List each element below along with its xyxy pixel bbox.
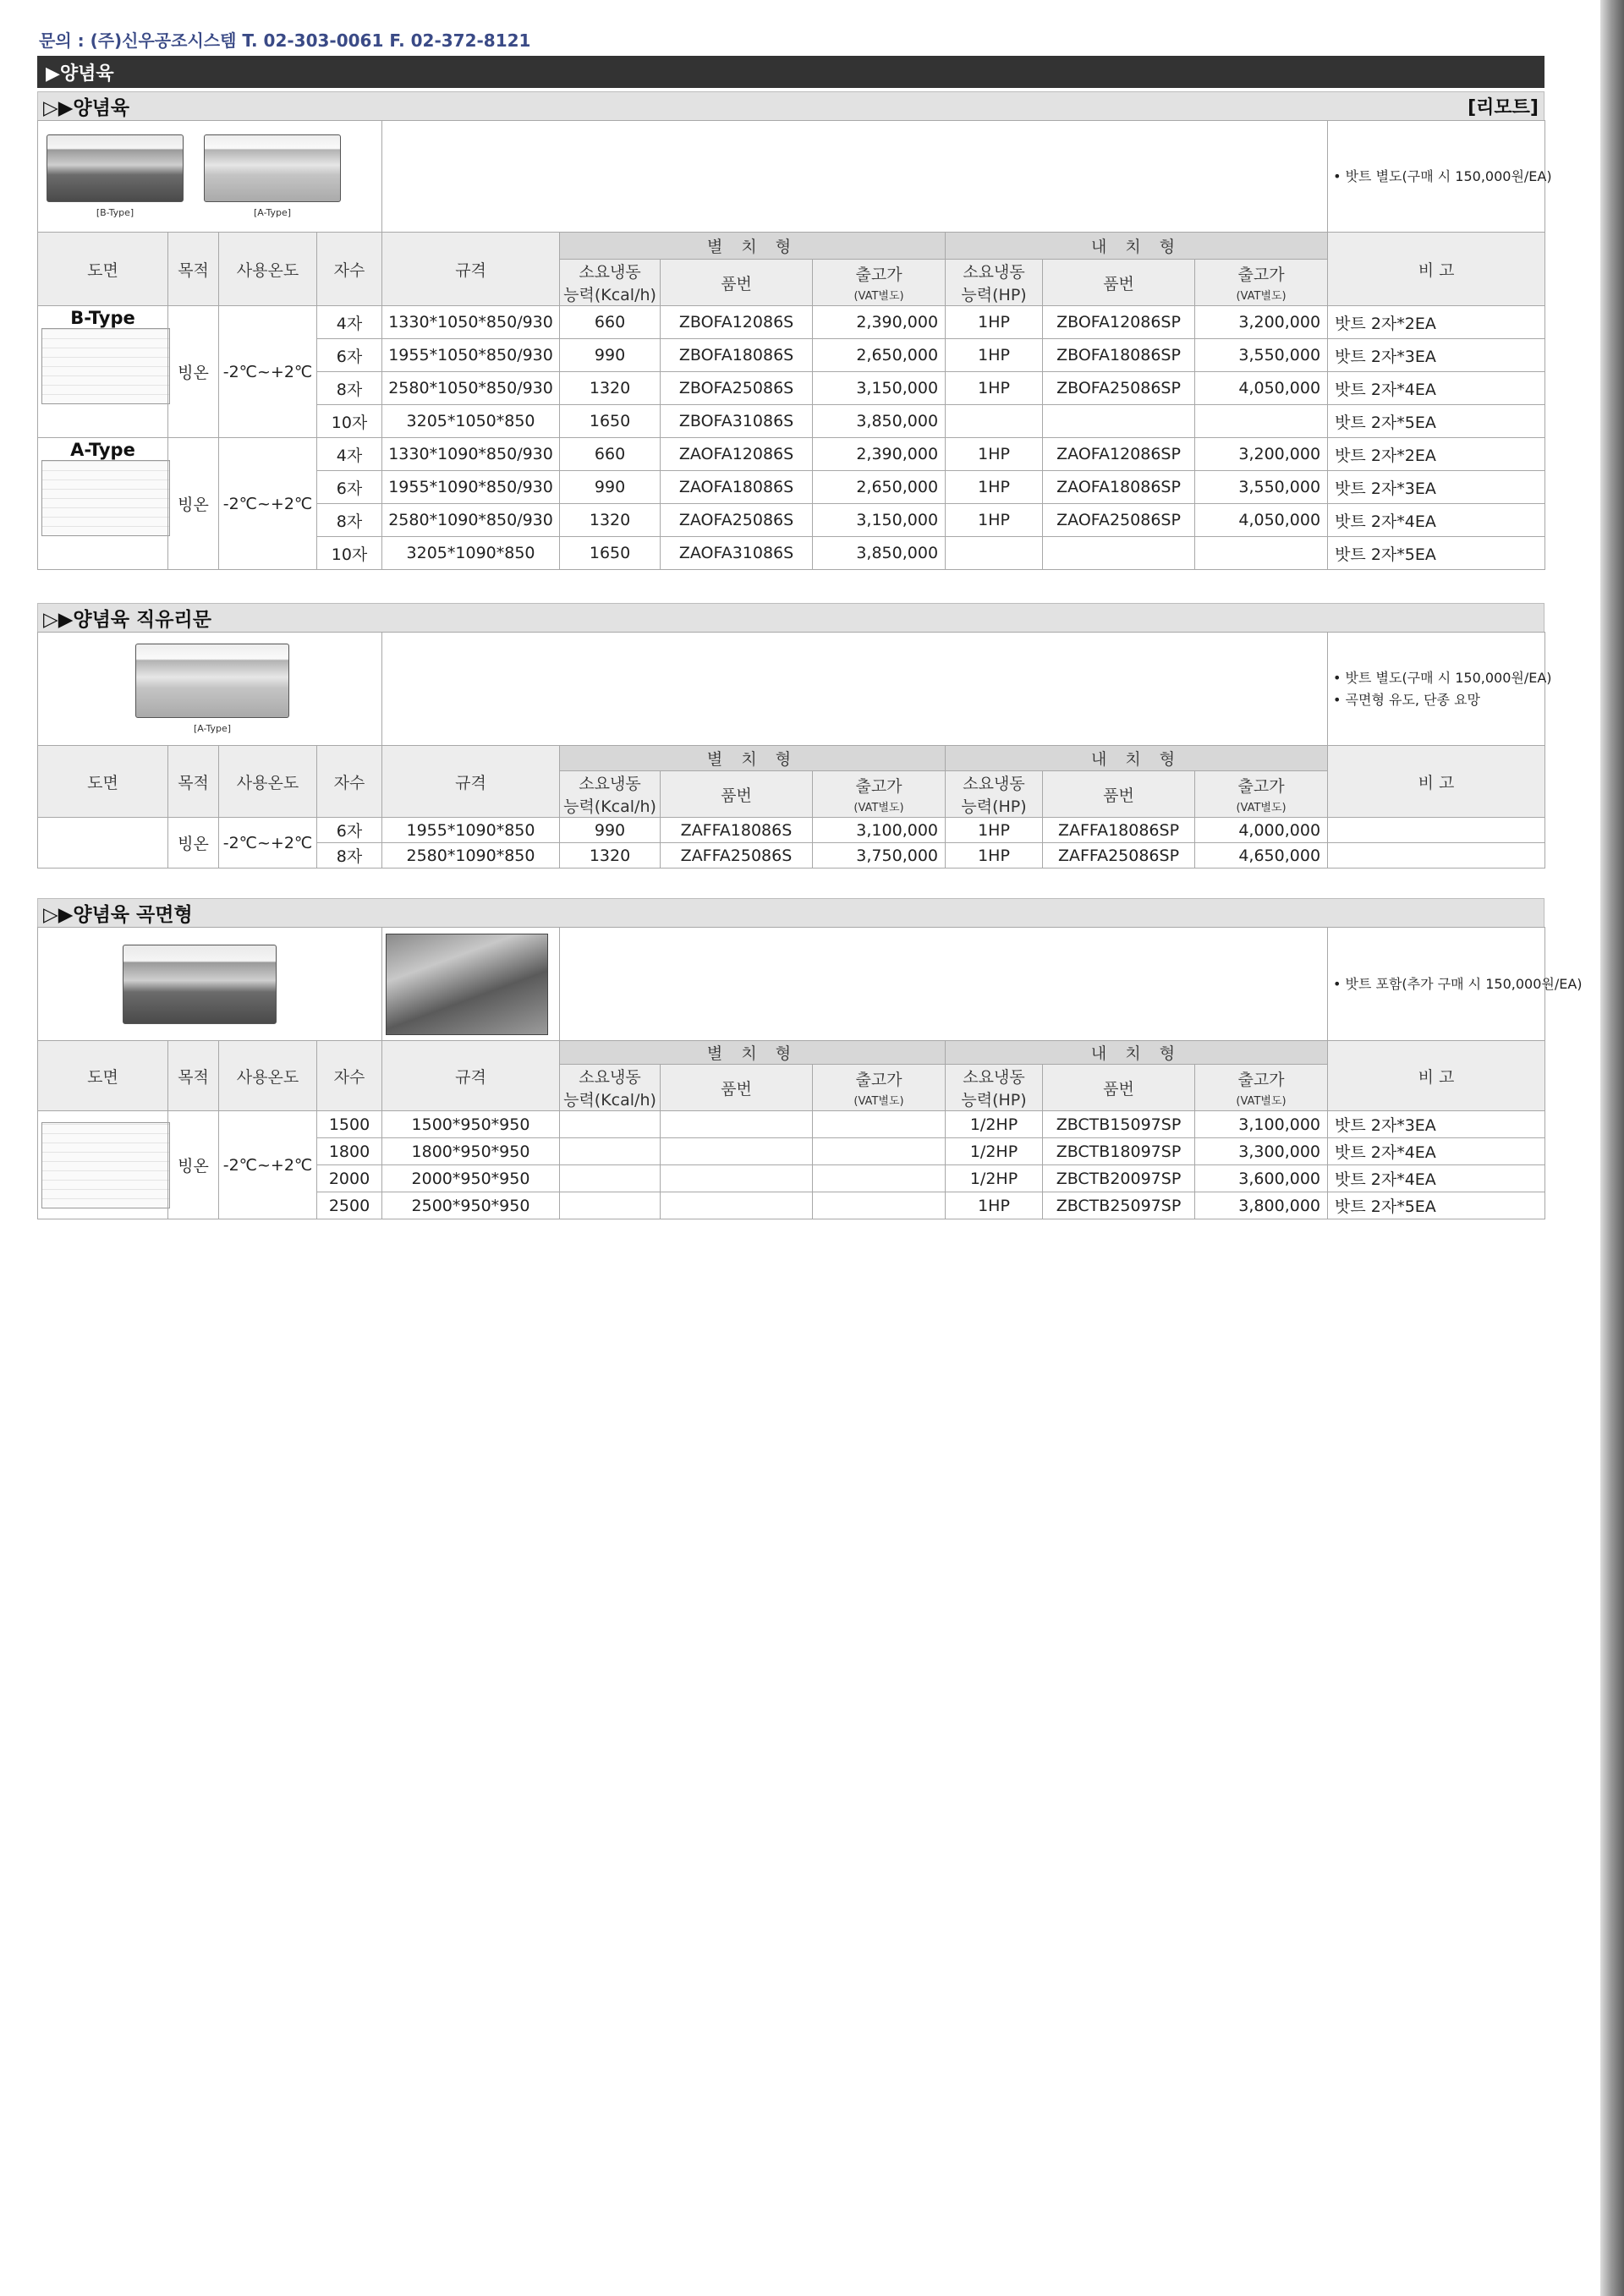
remarks-cell: 밧트 2자*3EA bbox=[1328, 339, 1545, 372]
kcal-cell: 990 bbox=[560, 339, 661, 372]
int-price-cell: 3,550,000 bbox=[1195, 339, 1328, 372]
col-sep-part-no: 품번 bbox=[661, 1065, 813, 1111]
length-cell: 1500 bbox=[317, 1111, 382, 1138]
col-cooling-kcal: 소요냉동 능력(Kcal/h) bbox=[560, 1065, 661, 1111]
int-part-no-cell: ZBCTB25097SP bbox=[1043, 1192, 1195, 1219]
sep-price-cell bbox=[813, 1138, 946, 1165]
sep-price-cell: 2,650,000 bbox=[813, 339, 946, 372]
int-part-no-cell: ZAFFA25086SP bbox=[1043, 843, 1195, 869]
remarks-cell: 밧트 2자*4EA bbox=[1328, 1165, 1545, 1192]
contact-info: 문의 : (주)신우공조시스템 T. 02-303-0061 F. 02-372-8121 bbox=[39, 30, 531, 51]
length-cell: 6자 bbox=[317, 339, 382, 372]
curved-drawing-cell bbox=[38, 1111, 168, 1219]
hp-cell: 1/2HP bbox=[946, 1111, 1043, 1138]
remarks-cell: 밧트 2자*4EA bbox=[1328, 1138, 1545, 1165]
kcal-cell: 990 bbox=[560, 471, 661, 504]
temp-cell: -2℃~+2℃ bbox=[219, 1111, 317, 1219]
int-price-cell: 4,000,000 bbox=[1195, 818, 1328, 843]
sep-part-no-cell bbox=[661, 1111, 813, 1138]
int-part-no-cell: ZBCTB18097SP bbox=[1043, 1138, 1195, 1165]
int-part-no-cell: ZBOFA25086SP bbox=[1043, 372, 1195, 405]
spec-cell: 1500*950*950 bbox=[382, 1111, 560, 1138]
spec-cell: 1330*1050*850/930 bbox=[382, 306, 560, 339]
sep-price-cell: 2,390,000 bbox=[813, 438, 946, 471]
main-title-bar bbox=[37, 56, 1544, 88]
sep-price-cell: 3,150,000 bbox=[813, 372, 946, 405]
length-cell: 2500 bbox=[317, 1192, 382, 1219]
blank-cell bbox=[382, 633, 1328, 746]
kcal-cell: 660 bbox=[560, 306, 661, 339]
sep-price-cell bbox=[813, 1111, 946, 1138]
col-cooling-kcal: 소요냉동 능력(Kcal/h) bbox=[560, 771, 661, 818]
kcal-cell bbox=[560, 1138, 661, 1165]
a-type-drawing-image bbox=[41, 460, 170, 536]
col-remarks: 비 고 bbox=[1328, 1041, 1545, 1111]
hp-cell: 1HP bbox=[946, 1192, 1043, 1219]
int-part-no-cell: ZBOFA18086SP bbox=[1043, 339, 1195, 372]
note-line: • 밧트 별도(구매 시 150,000원/EA) bbox=[1333, 669, 1552, 686]
section-curved bbox=[37, 898, 1583, 1219]
product-image-cell bbox=[38, 121, 382, 233]
int-price-cell: 4,050,000 bbox=[1195, 504, 1328, 537]
hp-cell: 1HP bbox=[946, 504, 1043, 537]
hp-cell bbox=[946, 405, 1043, 438]
section-title-bar bbox=[37, 91, 1544, 120]
temp-cell: -2℃~+2℃ bbox=[219, 438, 317, 570]
int-price-cell: 3,600,000 bbox=[1195, 1165, 1328, 1192]
hp-cell: 1HP bbox=[946, 372, 1043, 405]
section-title: ▷▶양념육 곡면형 bbox=[43, 904, 193, 926]
spec-cell: 1955*1050*850/930 bbox=[382, 339, 560, 372]
product-table bbox=[37, 632, 1552, 869]
col-purpose: 목적 bbox=[168, 1041, 219, 1111]
section-note: • 밧트 별도(구매 시 150,000원/EA) bbox=[1328, 121, 1545, 233]
remarks-cell: 밧트 2자*2EA bbox=[1328, 306, 1545, 339]
col-cooling-hp: 소요냉동 능력(HP) bbox=[946, 771, 1043, 818]
col-temp: 사용온도 bbox=[219, 233, 317, 306]
image-caption: [A-Type] bbox=[193, 723, 232, 734]
blank-cell bbox=[560, 928, 1328, 1041]
remarks-cell bbox=[1328, 818, 1545, 843]
spec-cell: 2500*950*950 bbox=[382, 1192, 560, 1219]
col-sep-price: 출고가 (VAT별도) bbox=[813, 260, 946, 306]
col-spec: 규격 bbox=[382, 746, 560, 818]
product-photo-cell bbox=[382, 928, 560, 1041]
section-title-bar bbox=[37, 898, 1544, 927]
sep-price-cell: 3,850,000 bbox=[813, 405, 946, 438]
col-sep-price: 출고가 (VAT별도) bbox=[813, 771, 946, 818]
length-cell: 10자 bbox=[317, 537, 382, 570]
purpose-cell: 빙온 bbox=[168, 306, 219, 438]
a-type-product-image bbox=[204, 134, 341, 218]
kcal-cell: 1320 bbox=[560, 372, 661, 405]
col-int-price: 출고가 (VAT별도) bbox=[1195, 260, 1328, 306]
int-part-no-cell: ZBCTB20097SP bbox=[1043, 1165, 1195, 1192]
sep-part-no-cell: ZBOFA12086S bbox=[661, 306, 813, 339]
group-internal: 내 치 형 bbox=[946, 233, 1328, 260]
col-int-price: 출고가 (VAT별도) bbox=[1195, 771, 1328, 818]
spec-cell: 3205*1090*850 bbox=[382, 537, 560, 570]
hp-cell: 1/2HP bbox=[946, 1138, 1043, 1165]
hp-cell: 1HP bbox=[946, 843, 1043, 869]
col-drawing: 도면 bbox=[38, 233, 168, 306]
spec-cell: 2580*1090*850/930 bbox=[382, 504, 560, 537]
int-price-cell: 3,550,000 bbox=[1195, 471, 1328, 504]
col-cooling-kcal: 소요냉동 능력(Kcal/h) bbox=[560, 260, 661, 306]
col-drawing: 도면 bbox=[38, 746, 168, 818]
table-row bbox=[38, 438, 1545, 471]
sep-part-no-cell bbox=[661, 1138, 813, 1165]
col-sep-part-no: 품번 bbox=[661, 260, 813, 306]
remarks-cell: 밧트 2자*4EA bbox=[1328, 372, 1545, 405]
curved-drawing-image bbox=[41, 1122, 170, 1208]
sep-price-cell: 2,650,000 bbox=[813, 471, 946, 504]
col-remarks: 비 고 bbox=[1328, 746, 1545, 818]
spec-cell: 1800*950*950 bbox=[382, 1138, 560, 1165]
int-price-cell: 3,300,000 bbox=[1195, 1138, 1328, 1165]
section-title: ▷▶양념육 직유리문 bbox=[43, 609, 211, 631]
col-sep-part-no: 품번 bbox=[661, 771, 813, 818]
int-price-cell: 4,050,000 bbox=[1195, 372, 1328, 405]
kcal-cell bbox=[560, 1192, 661, 1219]
int-part-no-cell: ZAOFA18086SP bbox=[1043, 471, 1195, 504]
sep-part-no-cell: ZBOFA18086S bbox=[661, 339, 813, 372]
kcal-cell bbox=[560, 1111, 661, 1138]
int-price-cell: 3,100,000 bbox=[1195, 1111, 1328, 1138]
sep-price-cell: 2,390,000 bbox=[813, 306, 946, 339]
sep-part-no-cell: ZAOFA18086S bbox=[661, 471, 813, 504]
length-cell: 8자 bbox=[317, 504, 382, 537]
section-note bbox=[1328, 633, 1552, 746]
group-separate: 별 치 형 bbox=[560, 1041, 946, 1065]
col-drawing: 도면 bbox=[38, 1041, 168, 1111]
table-row bbox=[38, 818, 1545, 843]
col-int-part-no: 품번 bbox=[1043, 260, 1195, 306]
remarks-cell: 밧트 2자*4EA bbox=[1328, 504, 1545, 537]
int-price-cell: 3,200,000 bbox=[1195, 438, 1328, 471]
sep-price-cell: 3,150,000 bbox=[813, 504, 946, 537]
remarks-cell bbox=[1328, 843, 1545, 869]
spec-cell: 2580*1090*850 bbox=[382, 843, 560, 869]
spec-cell: 2000*950*950 bbox=[382, 1165, 560, 1192]
spec-cell: 1330*1090*850/930 bbox=[382, 438, 560, 471]
spec-cell: 1955*1090*850 bbox=[382, 818, 560, 843]
int-price-cell bbox=[1195, 405, 1328, 438]
sep-part-no-cell: ZAFFA25086S bbox=[661, 843, 813, 869]
group-separate: 별 치 형 bbox=[560, 746, 946, 771]
remarks-cell: 밧트 2자*5EA bbox=[1328, 537, 1545, 570]
sep-price-cell: 3,850,000 bbox=[813, 537, 946, 570]
kcal-cell: 1650 bbox=[560, 537, 661, 570]
a-type-product-image bbox=[135, 644, 289, 734]
hp-cell: 1HP bbox=[946, 306, 1043, 339]
spec-cell: 1955*1090*850/930 bbox=[382, 471, 560, 504]
length-cell: 6자 bbox=[317, 471, 382, 504]
int-part-no-cell bbox=[1043, 405, 1195, 438]
purpose-cell: 빙온 bbox=[168, 818, 219, 869]
kcal-cell: 660 bbox=[560, 438, 661, 471]
length-cell: 8자 bbox=[317, 843, 382, 869]
b-type-product-image bbox=[47, 134, 184, 218]
sep-part-no-cell bbox=[661, 1165, 813, 1192]
section-glass-door bbox=[37, 603, 1552, 869]
remarks-cell: 밧트 2자*2EA bbox=[1328, 438, 1545, 471]
col-int-part-no: 품번 bbox=[1043, 1065, 1195, 1111]
sep-part-no-cell: ZAFFA18086S bbox=[661, 818, 813, 843]
drawing-cell bbox=[38, 818, 168, 869]
b-type-drawing-image bbox=[41, 328, 170, 404]
product-image-cell bbox=[38, 633, 382, 746]
a-type-drawing-cell bbox=[38, 438, 168, 570]
image-caption: [B-Type] bbox=[96, 207, 134, 218]
product-table bbox=[37, 927, 1583, 1219]
length-cell: 4자 bbox=[317, 306, 382, 339]
curved-product-image bbox=[123, 945, 277, 1024]
image-caption: [A-Type] bbox=[254, 207, 292, 218]
int-price-cell: 3,200,000 bbox=[1195, 306, 1328, 339]
int-part-no-cell: ZAFFA18086SP bbox=[1043, 818, 1195, 843]
sep-price-cell bbox=[813, 1165, 946, 1192]
type-label: B-Type bbox=[70, 308, 135, 328]
length-cell: 2000 bbox=[317, 1165, 382, 1192]
section-note: • 밧트 포함(추가 구매 시 150,000원/EA) bbox=[1328, 928, 1545, 1041]
section-title-bar bbox=[37, 603, 1544, 632]
product-image-cell bbox=[38, 928, 382, 1041]
length-cell: 10자 bbox=[317, 405, 382, 438]
kcal-cell: 1650 bbox=[560, 405, 661, 438]
col-cooling-hp: 소요냉동 능력(HP) bbox=[946, 260, 1043, 306]
remarks-cell: 밧트 2자*3EA bbox=[1328, 471, 1545, 504]
sep-price-cell: 3,750,000 bbox=[813, 843, 946, 869]
col-int-price: 출고가 (VAT별도) bbox=[1195, 1065, 1328, 1111]
temp-cell: -2℃~+2℃ bbox=[219, 818, 317, 869]
type-label: A-Type bbox=[70, 440, 135, 460]
sep-part-no-cell: ZBOFA31086S bbox=[661, 405, 813, 438]
col-length: 자수 bbox=[317, 233, 382, 306]
int-part-no-cell: ZBOFA12086SP bbox=[1043, 306, 1195, 339]
group-separate: 별 치 형 bbox=[560, 233, 946, 260]
hp-cell: 1HP bbox=[946, 438, 1043, 471]
col-temp: 사용온도 bbox=[219, 1041, 317, 1111]
int-part-no-cell: ZBCTB15097SP bbox=[1043, 1111, 1195, 1138]
spec-cell: 2580*1050*850/930 bbox=[382, 372, 560, 405]
int-price-cell: 3,800,000 bbox=[1195, 1192, 1328, 1219]
section-title: ▷▶양념육 bbox=[43, 97, 130, 119]
table-row bbox=[38, 306, 1545, 339]
hp-cell bbox=[946, 537, 1043, 570]
int-part-no-cell: ZAOFA12086SP bbox=[1043, 438, 1195, 471]
product-table bbox=[37, 120, 1552, 570]
remote-tag: [리모트] bbox=[1468, 97, 1539, 118]
col-sep-price: 출고가 (VAT별도) bbox=[813, 1065, 946, 1111]
table-row bbox=[38, 1111, 1545, 1138]
sep-price-cell: 3,100,000 bbox=[813, 818, 946, 843]
col-spec: 규격 bbox=[382, 233, 560, 306]
kcal-cell: 1320 bbox=[560, 843, 661, 869]
kcal-cell: 990 bbox=[560, 818, 661, 843]
group-internal: 내 치 형 bbox=[946, 1041, 1328, 1065]
col-temp: 사용온도 bbox=[219, 746, 317, 818]
hp-cell: 1HP bbox=[946, 818, 1043, 843]
col-length: 자수 bbox=[317, 1041, 382, 1111]
length-cell: 8자 bbox=[317, 372, 382, 405]
hp-cell: 1HP bbox=[946, 471, 1043, 504]
int-part-no-cell bbox=[1043, 537, 1195, 570]
col-purpose: 목적 bbox=[168, 233, 219, 306]
int-price-cell bbox=[1195, 537, 1328, 570]
sep-part-no-cell: ZAOFA31086S bbox=[661, 537, 813, 570]
purpose-cell: 빙온 bbox=[168, 1111, 219, 1219]
sep-part-no-cell bbox=[661, 1192, 813, 1219]
col-int-part-no: 품번 bbox=[1043, 771, 1195, 818]
sep-part-no-cell: ZAOFA12086S bbox=[661, 438, 813, 471]
col-spec: 규격 bbox=[382, 1041, 560, 1111]
col-length: 자수 bbox=[317, 746, 382, 818]
length-cell: 1800 bbox=[317, 1138, 382, 1165]
sep-price-cell bbox=[813, 1192, 946, 1219]
purpose-cell: 빙온 bbox=[168, 438, 219, 570]
sep-part-no-cell: ZAOFA25086S bbox=[661, 504, 813, 537]
hp-cell: 1/2HP bbox=[946, 1165, 1043, 1192]
note-line: • 곡면형 유도, 단종 요망 bbox=[1333, 691, 1481, 708]
curved-product-photo bbox=[386, 934, 548, 1035]
blank-cell bbox=[382, 121, 1328, 233]
sep-part-no-cell: ZBOFA25086S bbox=[661, 372, 813, 405]
int-price-cell: 4,650,000 bbox=[1195, 843, 1328, 869]
group-internal: 내 치 형 bbox=[946, 746, 1328, 771]
hp-cell: 1HP bbox=[946, 339, 1043, 372]
remarks-cell: 밧트 2자*5EA bbox=[1328, 1192, 1545, 1219]
col-cooling-hp: 소요냉동 능력(HP) bbox=[946, 1065, 1043, 1111]
length-cell: 6자 bbox=[317, 818, 382, 843]
main-title: ▶양념육 bbox=[46, 63, 114, 85]
spec-cell: 3205*1050*850 bbox=[382, 405, 560, 438]
temp-cell: -2℃~+2℃ bbox=[219, 306, 317, 438]
b-type-drawing-cell bbox=[38, 306, 168, 438]
scan-edge-shadow bbox=[1600, 0, 1624, 2296]
remarks-cell: 밧트 2자*3EA bbox=[1328, 1111, 1545, 1138]
col-purpose: 목적 bbox=[168, 746, 219, 818]
remarks-cell: 밧트 2자*5EA bbox=[1328, 405, 1545, 438]
kcal-cell bbox=[560, 1165, 661, 1192]
int-part-no-cell: ZAOFA25086SP bbox=[1043, 504, 1195, 537]
section-seasoned-meat bbox=[37, 91, 1552, 570]
kcal-cell: 1320 bbox=[560, 504, 661, 537]
length-cell: 4자 bbox=[317, 438, 382, 471]
col-remarks: 비 고 bbox=[1328, 233, 1545, 306]
